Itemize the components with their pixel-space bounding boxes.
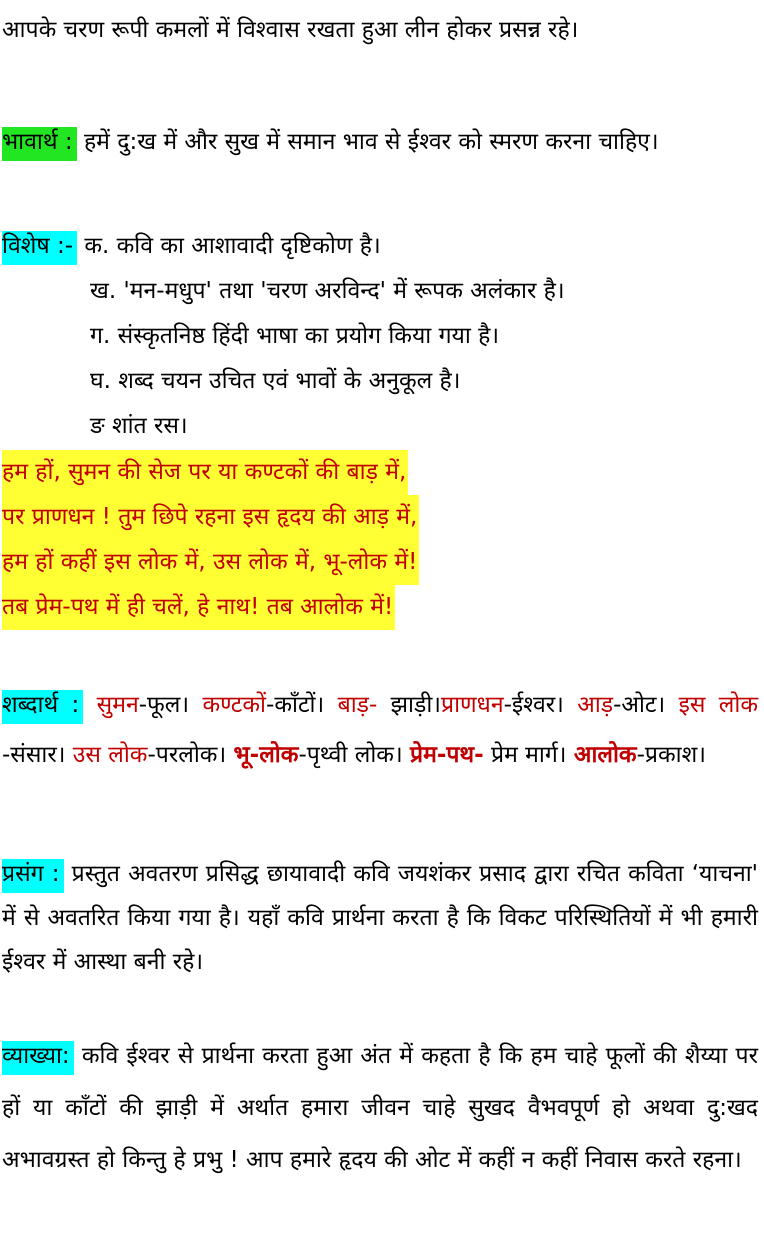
- term-meaning: -संसार।: [2, 742, 73, 768]
- vyakhya-label: व्याख्या:: [2, 1041, 74, 1075]
- vyakhya-section: [2, 1030, 758, 1186]
- poem-line: हम हों, सुमन की सेज पर या कण्टकों की बाड़ में,: [2, 450, 408, 495]
- vishesh-row-3: [2, 314, 565, 359]
- term-word: आलोक: [573, 742, 637, 768]
- vishesh-row-1: [2, 224, 565, 269]
- vishesh-row-5: [2, 404, 565, 449]
- vishesh-label: विशेष :-: [2, 231, 77, 265]
- term-word: कण्टकों: [202, 692, 267, 718]
- shabdarth-section: [2, 680, 758, 780]
- term-meaning: -काँटों।: [266, 692, 338, 718]
- poem-line: पर प्राणधन ! तुम छिपे रहना इस हृदय की आड़ में,: [2, 495, 419, 540]
- bhavarth-text: हमें दु:ख में और सुख में समान भाव से ईश्वर को स्मरण करना चाहिए।: [76, 129, 659, 155]
- term-meaning: -पृथ्वी लोक।: [298, 742, 410, 768]
- poem-line: हम हों कहीं इस लोक में, उस लोक में, भू-लोक में!: [2, 540, 419, 585]
- term-meaning: -फूल।: [138, 692, 203, 718]
- vyakhya-text: कवि ईश्वर से प्रार्थना करता हुआ अंत में कहता है कि हम चाहे फूलों की शैय्या पर हों या काँटों की झाड़ी में अर्थात हमारा जीवन चाहे सुखद वैभवपूर्ण हो अथवा दु:खद अभावग्रस्त हो किन्तु हे प्रभु ! आप हमारे हृदय की ओट में कहीं न कहीं निवास करते रहना।: [2, 1043, 758, 1173]
- term-meaning: -ओट।: [613, 692, 679, 718]
- vishesh-item: ग. संस्कृतनिष्ठ हिंदी भाषा का प्रयोग किया गया है।: [90, 323, 500, 349]
- poem-stanza: [2, 450, 419, 630]
- vishesh-item: ङ शांत रस।: [90, 413, 188, 439]
- term-word: उस लोक: [72, 742, 148, 768]
- term-meaning: प्रेम मार्ग।: [483, 742, 574, 768]
- term-word: प्राणधन: [441, 692, 504, 718]
- bhavarth-label: भावार्थ :: [2, 127, 77, 161]
- prasang-section: [2, 852, 758, 984]
- vishesh-section: [2, 224, 565, 449]
- term-word: सुमन: [96, 692, 139, 718]
- vishesh-item: ख. 'मन-मधुप' तथा 'चरण अरविन्द' में रूपक अलंकार है।: [90, 278, 565, 304]
- shabdarth-label: शब्दार्थ :: [2, 690, 83, 724]
- term-word: भू-लोक: [233, 742, 299, 768]
- poem-line: तब प्रेम-पथ में ही चलें, हे नाथ! तब आलोक में!: [2, 585, 395, 630]
- term-word: इस लोक: [678, 692, 759, 718]
- intro-paragraph: आपके चरण रूपी कमलों में विश्वास रखता हुआ लीन होकर प्रसन्न रहे।: [2, 17, 579, 43]
- term-meaning: -प्रकाश।: [636, 742, 706, 768]
- term-meaning: -ईश्वर।: [503, 692, 578, 718]
- term-word: आड़: [577, 692, 614, 718]
- term-meaning: -परलोक।: [147, 742, 234, 768]
- vishesh-row-2: [2, 269, 565, 314]
- prasang-text: प्रस्तुत अवतरण प्रसिद्ध छायावादी कवि जयशंकर प्रसाद द्वारा रचित कविता ‘याचना' में से अवतरित किया गया है। यहाँ कवि प्रार्थना करता है कि विकट परिस्थितियों में भी हमारी ईश्वर में आस्था बनी रहे।: [2, 861, 758, 975]
- term-meaning: झाड़ी।: [377, 692, 441, 718]
- vishesh-item: क. कवि का आशावादी दृष्टिकोण है।: [84, 233, 381, 259]
- term-word: बाड़-: [337, 692, 378, 718]
- term-word: प्रेम-पथ-: [409, 742, 484, 768]
- vishesh-row-4: [2, 359, 565, 404]
- bhavarth-section: [2, 120, 758, 164]
- vishesh-item: घ. शब्द चयन उचित एवं भावों के अनुकूल है।: [90, 368, 461, 394]
- prasang-label: प्रसंग :: [2, 859, 64, 893]
